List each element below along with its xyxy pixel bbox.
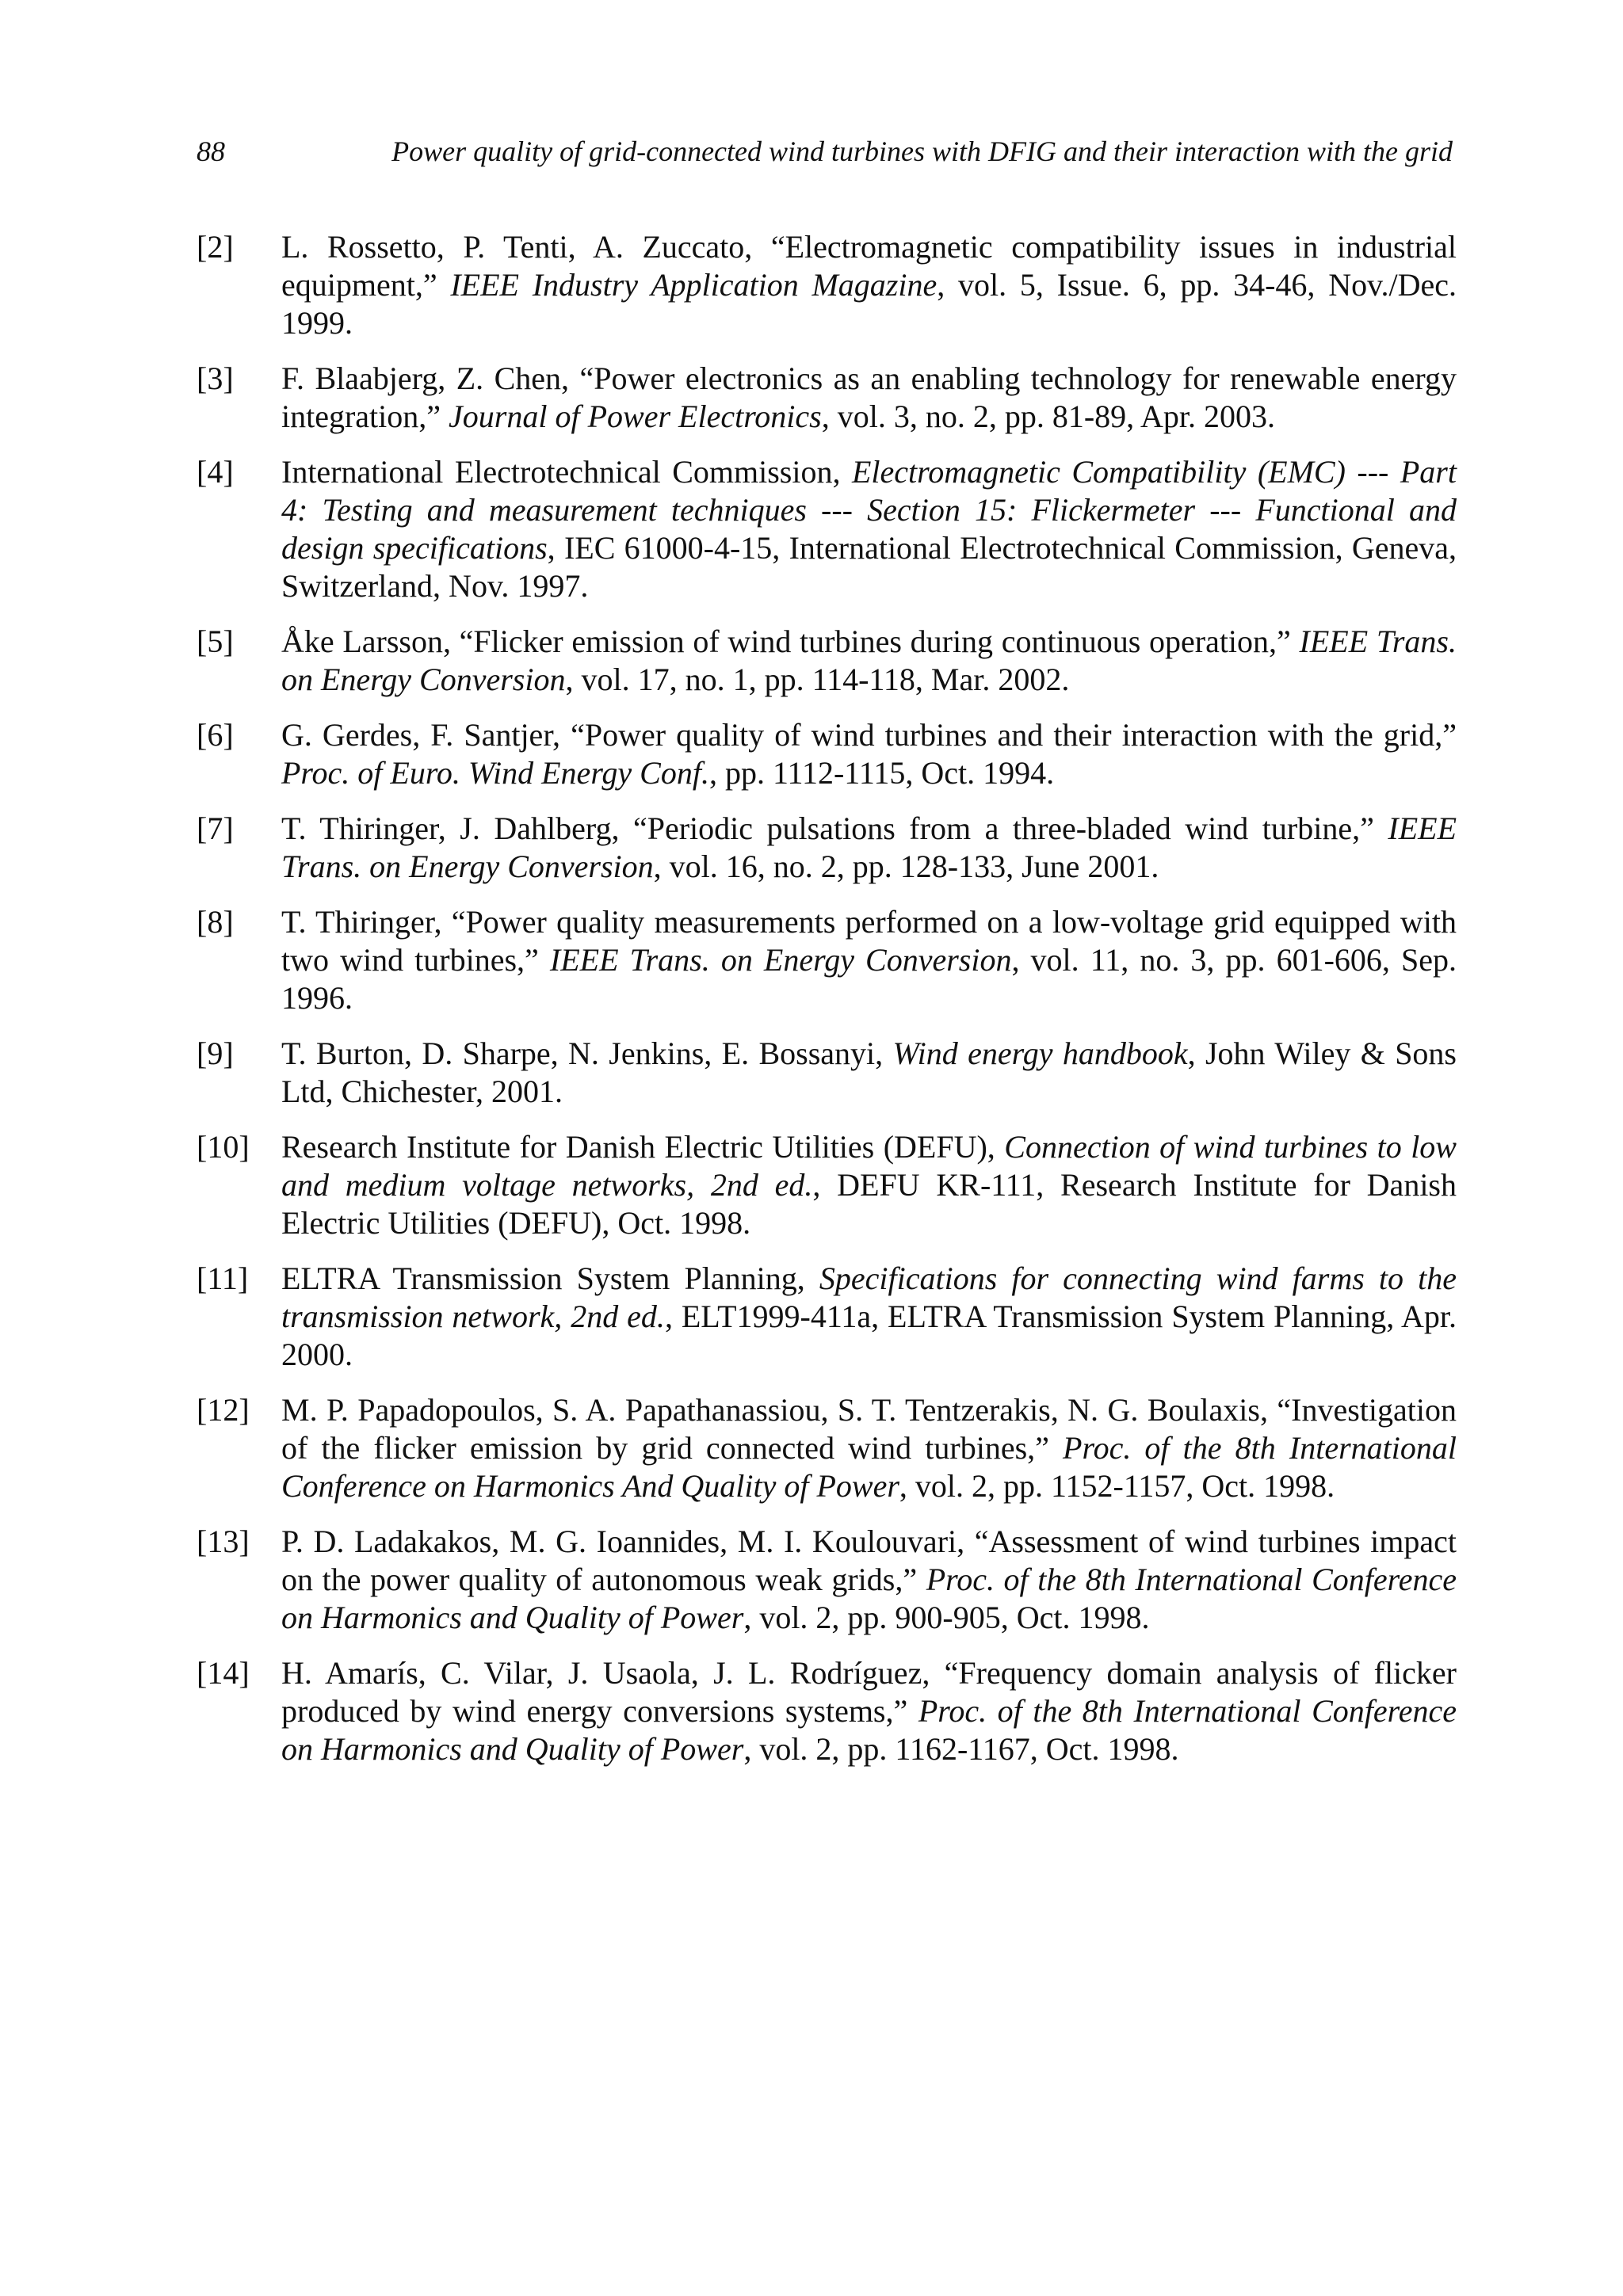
reference-number: [12] <box>197 1392 250 1428</box>
reference-number: [5] <box>197 624 234 659</box>
reference-text <box>281 1035 1457 1111</box>
reference-number: [8] <box>197 904 234 940</box>
reference-text-segment: T. Thiringer, “Power quality measurements performed on a low-voltage grid equipped with two wind turbines,” <box>281 904 1457 978</box>
reference-text-segment: Åke Larsson, “Flicker emission of wind turbines during continuous operation,” <box>281 624 1300 659</box>
reference-text-segment: , pp. 1112-1115, Oct. 1994. <box>708 755 1055 791</box>
reference-text-segment: H. Amarís, C. Vilar, J. Usaola, J. L. Rodríguez, “Frequency domain analysis of flicker produced by wind energy conversions systems,” <box>281 1655 1457 1729</box>
reference-number: [9] <box>197 1035 234 1071</box>
reference-item <box>197 1128 1457 1242</box>
reference-text-segment: , vol. 3, no. 2, pp. 81-89, Apr. 2003. <box>821 399 1275 434</box>
reference-text-segment: International Electrotechnical Commission, <box>281 454 852 490</box>
reference-item <box>197 1391 1457 1505</box>
reference-text-segment: , vol. 2, pp. 900-905, Oct. 1998. <box>743 1600 1150 1635</box>
reference-text-segment: , vol. 2, pp. 1162-1167, Oct. 1998. <box>743 1731 1179 1767</box>
reference-text-segment: , vol. 16, no. 2, pp. 128-133, June 2001. <box>653 849 1159 884</box>
reference-text-segment: , ELT1999-411a, ELTRA Transmission System Planning, Apr. 2000. <box>281 1299 1457 1372</box>
reference-text-segment: , John Wiley & Sons Ltd, Chichester, 2001. <box>281 1035 1457 1109</box>
reference-text-segment: ELTRA Transmission System Planning, <box>281 1261 819 1296</box>
reference-source-title: Proc. of the 8th International Conference on Harmonics And Quality of Power <box>281 1430 1457 1504</box>
reference-source-title: IEEE Industry Application Magazine <box>450 267 938 303</box>
reference-source-title: Connection of wind turbines to low and medium voltage networks, 2nd ed. <box>281 1129 1457 1203</box>
reference-source-title: Electromagnetic Compatibility (EMC) --- Part 4: Testing and measurement techniques --- Section 15: Flickermeter --- Functional and design specifications <box>281 454 1457 566</box>
reference-text <box>281 716 1457 792</box>
reference-item <box>197 360 1457 436</box>
reference-text-segment: G. Gerdes, F. Santjer, “Power quality of wind turbines and their interaction with the grid,” <box>281 717 1457 753</box>
reference-text <box>281 623 1457 699</box>
reference-source-title: Specifications for connecting wind farms to the transmission network, 2nd ed. <box>281 1261 1457 1334</box>
running-title: Power quality of grid-connected wind turbines with DFIG and their interaction with the grid <box>391 135 1453 167</box>
reference-item <box>197 903 1457 1017</box>
reference-number: [3] <box>197 360 234 396</box>
reference-source-title: IEEE Trans. on Energy Conversion <box>549 942 1012 978</box>
reference-text-segment: P. D. Ladakakos, M. G. Ioannides, M. I. Koulouvari, “Assessment of wind turbines impact on the power quality of autonomous weak grids,” <box>281 1524 1457 1597</box>
reference-text <box>281 810 1457 886</box>
reference-text-segment: F. Blaabjerg, Z. Chen, “Power electronics as an enabling technology for renewable energy integration,” <box>281 360 1457 434</box>
reference-text-segment: Research Institute for Danish Electric Utilities (DEFU), <box>281 1129 1005 1165</box>
reference-item <box>197 453 1457 605</box>
reference-number: [13] <box>197 1524 250 1559</box>
reference-text-segment: , vol. 2, pp. 1152-1157, Oct. 1998. <box>899 1468 1335 1504</box>
reference-source-title: Proc. of the 8th International Conference on Harmonics and Quality of Power <box>281 1562 1457 1635</box>
reference-source-title: Proc. of the 8th International Conference on Harmonics and Quality of Power <box>281 1693 1457 1767</box>
reference-text <box>281 1260 1457 1374</box>
reference-source-title: Proc. of Euro. Wind Energy Conf. <box>281 755 709 791</box>
reference-item <box>197 810 1457 886</box>
reference-text <box>281 903 1457 1017</box>
reference-item <box>197 228 1457 342</box>
reference-text <box>281 1654 1457 1768</box>
reference-text-segment: , vol. 17, no. 1, pp. 114-118, Mar. 2002. <box>565 662 1070 697</box>
reference-text <box>281 1523 1457 1637</box>
reference-item <box>197 1523 1457 1637</box>
reference-item <box>197 1654 1457 1768</box>
reference-source-title: Wind energy handbook <box>892 1035 1188 1071</box>
reference-number: [2] <box>197 229 234 265</box>
reference-number: [4] <box>197 454 234 490</box>
reference-text <box>281 228 1457 342</box>
reference-text <box>281 1128 1457 1242</box>
reference-item <box>197 1260 1457 1374</box>
reference-text-segment: , vol. 5, Issue. 6, pp. 34-46, Nov./Dec. 1999. <box>281 267 1457 341</box>
reference-text <box>281 453 1457 605</box>
page-header <box>197 132 1453 171</box>
reference-number: [7] <box>197 810 234 846</box>
page-number: 88 <box>197 135 225 167</box>
reference-source-title: IEEE Trans. on Energy Conversion <box>281 810 1457 884</box>
reference-text-segment: T. Thiringer, J. Dahlberg, “Periodic pulsations from a three-bladed wind turbine,” <box>281 810 1388 846</box>
reference-number: [11] <box>197 1261 249 1296</box>
reference-item <box>197 716 1457 792</box>
reference-source-title: IEEE Trans. on Energy Conversion <box>281 624 1457 697</box>
reference-text-segment: , DEFU KR-111, Research Institute for Danish Electric Utilities (DEFU), Oct. 1998. <box>281 1167 1457 1241</box>
reference-item <box>197 1035 1457 1111</box>
reference-number: [14] <box>197 1655 250 1691</box>
reference-text-segment: M. P. Papadopoulos, S. A. Papathanassiou, S. T. Tentzerakis, N. G. Boulaxis, “Investigation of the flicker emission by grid connected wind turbines,” <box>281 1392 1457 1466</box>
reference-source-title: Journal of Power Electronics <box>449 399 822 434</box>
reference-text <box>281 1391 1457 1505</box>
reference-number: [10] <box>197 1129 250 1165</box>
reference-text-segment: T. Burton, D. Sharpe, N. Jenkins, E. Bossanyi, <box>281 1035 893 1071</box>
reference-text-segment: , IEC 61000-4-15, International Electrotechnical Commission, Geneva, Switzerland, Nov. 1997. <box>281 530 1457 604</box>
reference-text <box>281 360 1457 436</box>
reference-text-segment: L. Rossetto, P. Tenti, A. Zuccato, “Electromagnetic compatibility issues in industrial equipment,” <box>281 229 1457 303</box>
reference-number: [6] <box>197 717 234 753</box>
reference-text-segment: , vol. 11, no. 3, pp. 601-606, Sep. 1996. <box>281 942 1457 1016</box>
reference-list <box>197 228 1457 1786</box>
reference-item <box>197 623 1457 699</box>
